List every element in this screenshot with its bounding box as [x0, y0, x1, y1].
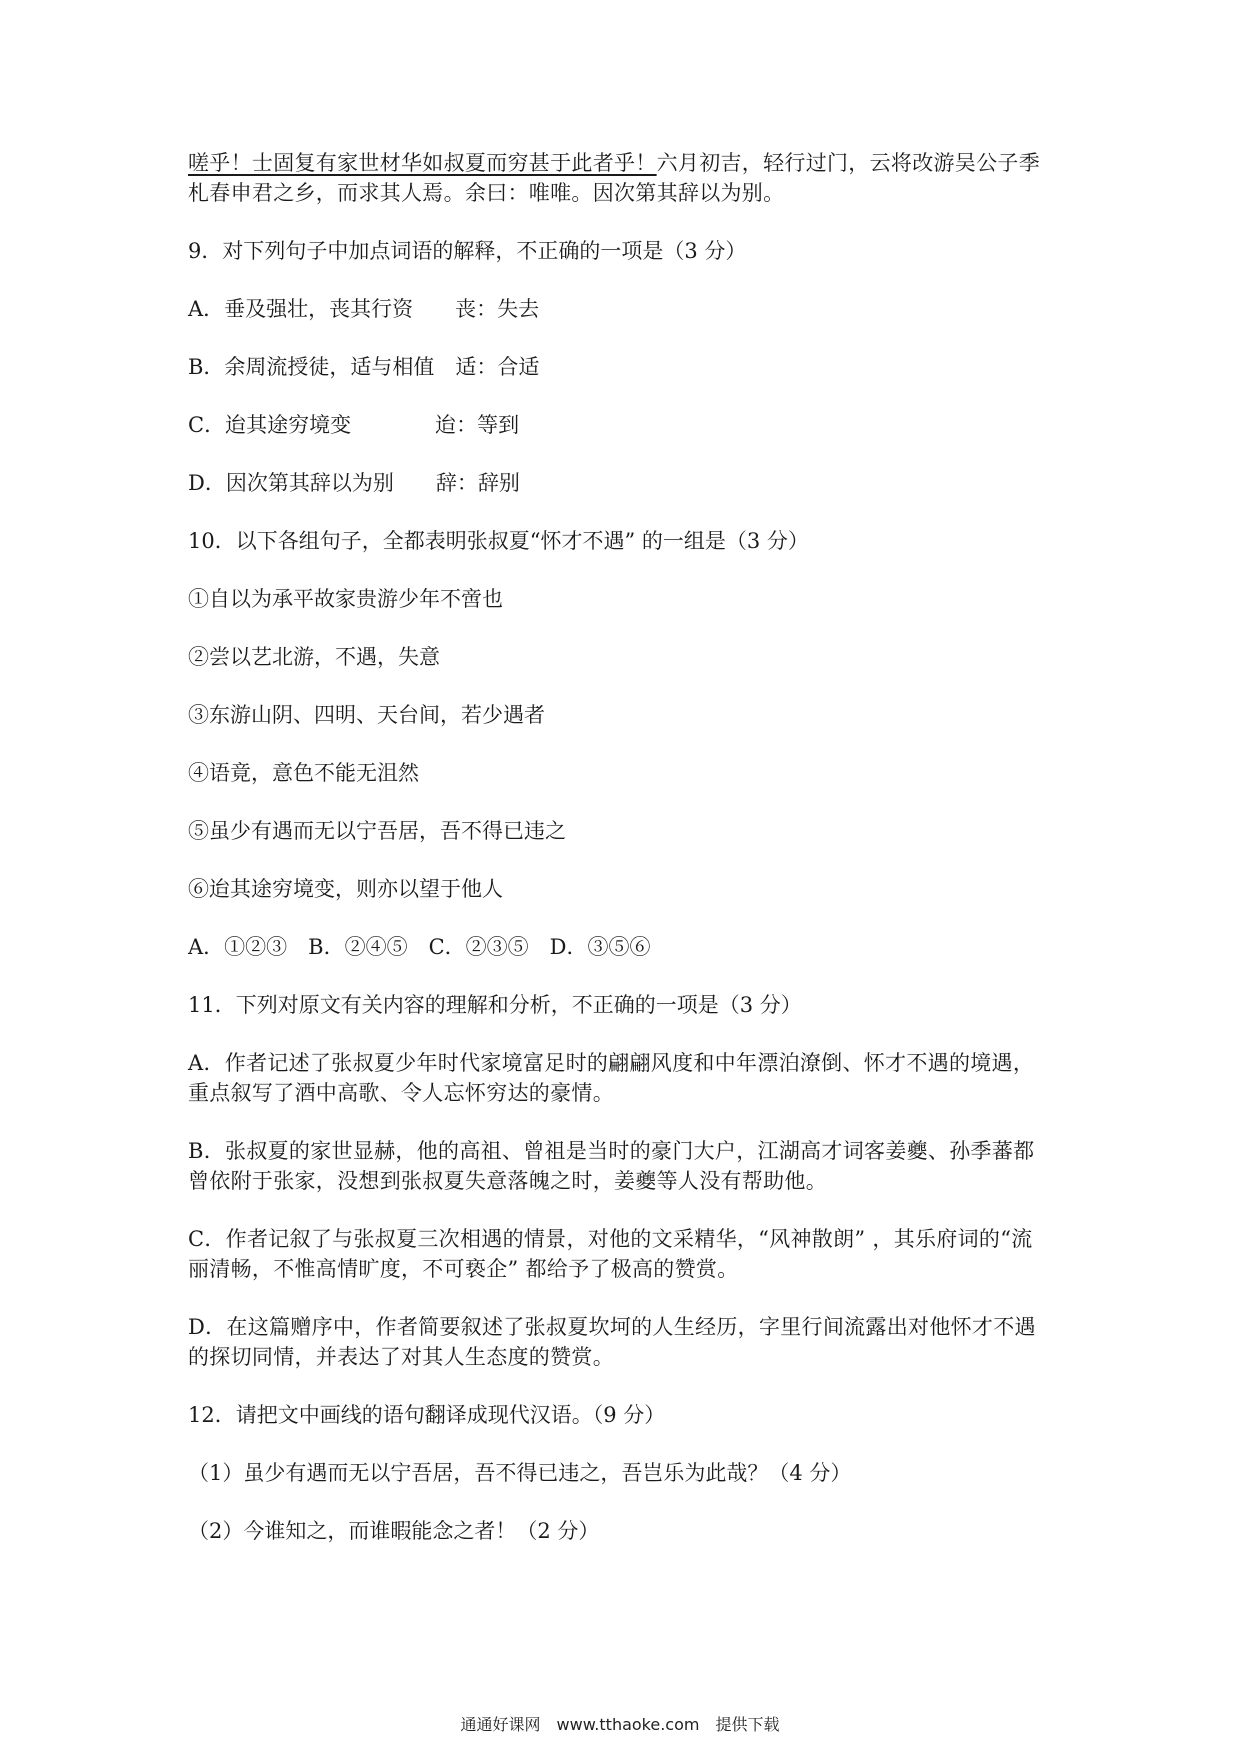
- passage-line-2: 札春申君之乡，而求其人焉。余曰：唯唯。因次第其辞以为别。: [188, 181, 785, 205]
- page-footer: 通通好课网 www.tthaoke.com 提供下载: [460, 1715, 780, 1734]
- passage-text: 六月初吉，轻行过门，云将改游吴公子季: [656, 151, 1041, 175]
- document-page: [188, 148, 1068, 1546]
- question-12-part-1: （1）虽少有遇而无以宁吾居，吾不得已违之，吾岂乐为此哉？（4 分）: [188, 1461, 852, 1485]
- passage-line-1: [188, 148, 1068, 178]
- question-10-item-1: ①自以为承平故家贵游少年不啻也: [188, 587, 503, 611]
- question-10-item-4: ④语竟，意色不能无沮然: [188, 761, 419, 785]
- question-12-stem: 12．请把文中画线的语句翻译成现代汉语。（9 分）: [188, 1403, 666, 1427]
- question-11-stem: 11．下列对原文有关内容的理解和分析，不正确的一项是（3 分）: [188, 993, 802, 1017]
- question-10-item-5: ⑤虽少有遇而无以宁吾居，吾不得已违之: [188, 819, 566, 843]
- underlined-sentence: 嗟乎！士固复有家世材华如叔夏而穷甚于此者乎！: [188, 151, 657, 175]
- question-11-option-a: A．作者记述了张叔夏少年时代家境富足时的翩翩风度和中年漂泊潦倒、怀才不遇的境遇， 重点叙写了酒中高歌、令人忘怀穷达的豪情。: [188, 1051, 1035, 1105]
- question-9-option-b: B．余周流授徒，适与相值 适：合适: [188, 355, 540, 379]
- passage-paragraph: [188, 148, 1068, 208]
- question-10-item-2: ②尝以艺北游，不遇，失意: [188, 645, 440, 669]
- question-10-item-6: ⑥迨其途穷境变，则亦以望于他人: [188, 877, 503, 901]
- question-11-option-b: B．张叔夏的家世显赫，他的高祖、曾祖是当时的豪门大户，江湖高才词客姜夔、孙季蕃都 曾依附于张家，没想到张叔夏失意落魄之时，姜夔等人没有帮助他。: [188, 1139, 1035, 1193]
- question-9-stem: 9．对下列句子中加点词语的解释，不正确的一项是（3 分）: [188, 239, 747, 263]
- question-12-part-2: （2）今谁知之，而谁暇能念之者！（2 分）: [188, 1519, 600, 1543]
- question-9-option-d: D．因次第其辞以为别 辞：辞别: [188, 471, 520, 495]
- question-11-option-c: C．作者记叙了与张叔夏三次相遇的情景，对他的文采精华，“风神散朗” ，其乐府词的“流 丽清畅，不惟高情旷度，不可亵企” 都给予了极高的赞赏。: [188, 1227, 1033, 1281]
- question-9-option-a: A．垂及强壮，丧其行资 丧：失去: [188, 297, 540, 321]
- question-10-stem: 10．以下各组句子，全都表明张叔夏“怀才不遇” 的一组是（3 分）: [188, 529, 809, 553]
- question-9-option-c: C．迨其途穷境变 迨：等到: [188, 413, 520, 437]
- question-10-answers: A．①②③ B．②④⑤ C．②③⑤ D．③⑤⑥: [188, 935, 651, 959]
- question-11-option-d: D．在这篇赠序中，作者简要叙述了张叔夏坎坷的人生经历，字里行间流露出对他怀才不遇 的探切同情，并表达了对其人生态度的赞赏。: [188, 1315, 1036, 1369]
- question-10-item-3: ③东游山阴、四明、天台间，若少遇者: [188, 703, 545, 727]
